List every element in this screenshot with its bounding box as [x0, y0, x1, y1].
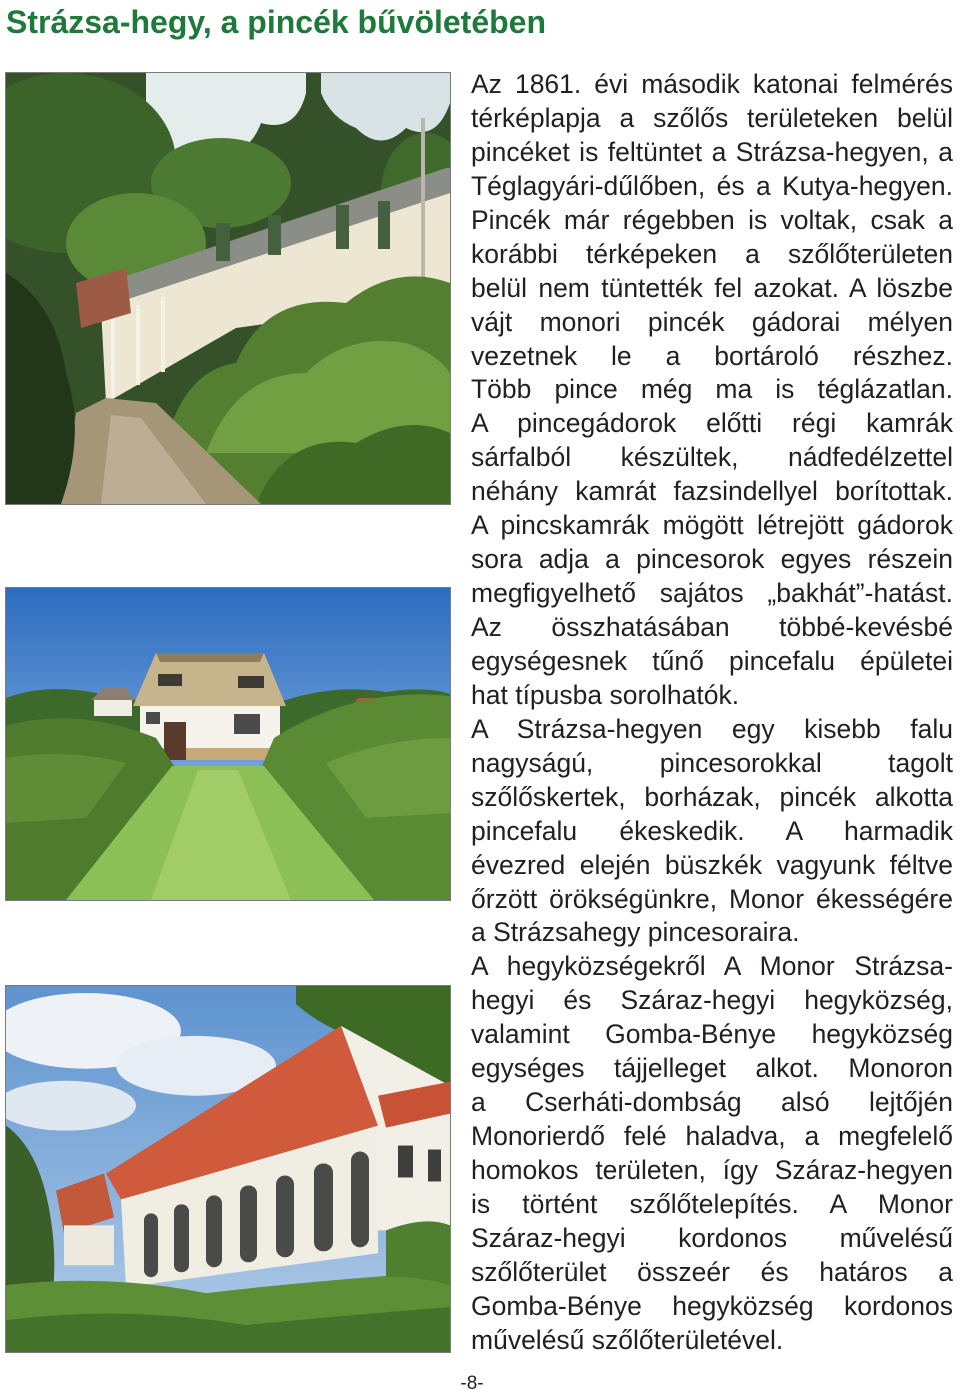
- photo-cellar-row-path-image: [6, 73, 450, 504]
- text-line: korábbi térképeken a szőlőterületen: [471, 238, 953, 269]
- text-line: A hegyközségekről A Monor Strázsa-: [471, 951, 953, 982]
- page-title: Strázsa-hegy, a pincék bűvöletében: [6, 4, 547, 40]
- photo-cellar-row-path: [5, 72, 451, 505]
- text-line: Téglagyári-dűlőben, és a Kutya-hegyen.: [471, 170, 953, 201]
- text-line: vezetnek le a bortároló részhez.: [471, 340, 953, 371]
- text-line: Több pince még ma is téglázatlan.: [471, 374, 953, 405]
- text-line: homokos területen, így Száraz-hegyen: [471, 1155, 953, 1185]
- text-line: valamint Gomba-Bénye hegyközség: [471, 1019, 953, 1050]
- article-text: [471, 68, 953, 1358]
- text-line: Gomba-Bénye hegyközség kordonos: [471, 1290, 953, 1321]
- text-line: művelésű szőlőterületével.: [471, 1324, 784, 1355]
- page-number: -8-: [460, 1373, 484, 1394]
- text-line: A Strázsa-hegyen egy kisebb falu: [471, 713, 953, 744]
- text-line: évezred elején büszkék vagyunk féltve: [471, 849, 953, 880]
- text-line: egységes tájjelleget alkot. Monoron: [471, 1053, 953, 1084]
- text-line: belül nem tüntették fel azokat. A löszbe: [471, 272, 953, 303]
- text-line: térképlapja a szőlős területeken belül: [471, 102, 953, 133]
- photo-thatched-house-vineyard: [5, 587, 451, 901]
- text-line: szőlőterület összeér és határos a: [471, 1256, 953, 1287]
- text-line: néhány kamrát fazsindellyel borítottak.: [471, 476, 953, 507]
- text-line: vájt monori pincék gádorai mélyen: [471, 306, 953, 337]
- text-line: Monorierdő felé haladva, a megfelelő: [471, 1121, 953, 1152]
- text-line: sora adja a pincesorok egyes részein: [471, 544, 953, 575]
- text-line: sárfalból készültek, nádfedélzettel: [471, 442, 953, 473]
- text-line: A pincskamrák mögött létrejött gádorok: [471, 510, 953, 541]
- photo-arcaded-press-house: [5, 985, 451, 1353]
- text-line: is történt szőlőtelepítés. A Monor: [471, 1188, 953, 1219]
- text-line: egységesnek tűnő pincefalu épületei: [471, 645, 953, 676]
- photo-thatched-house-vineyard-image: [6, 588, 450, 900]
- text-line: A pincegádorok előtti régi kamrák: [471, 408, 953, 439]
- text-line: a Strázsahegy pincesoraira.: [471, 917, 800, 948]
- text-line: Pincék már régebben is voltak, csak a: [471, 204, 953, 235]
- text-line: Az összhatásában többé-kevésbé: [471, 612, 953, 642]
- text-line: őrzött örökségünkre, Monor ékességére: [471, 883, 953, 914]
- text-line: Száraz-hegyi kordonos művelésű: [471, 1222, 953, 1253]
- text-line: Az 1861. évi második katonai felmérés: [471, 69, 953, 99]
- text-line: pincéket is feltüntet a Strázsa-hegyen, a: [471, 136, 953, 167]
- text-line: a Cserháti-dombság alsó lejtőjén: [471, 1087, 953, 1118]
- text-line: hat típusba sorolhatók.: [471, 679, 740, 710]
- text-line: szőlőskertek, borházak, pincék alkotta: [471, 781, 953, 812]
- text-line: hegyi és Száraz-hegyi hegyközség,: [471, 985, 953, 1016]
- photo-arcaded-press-house-image: [6, 986, 450, 1352]
- text-line: pincefalu ékeskedik. A harmadik: [471, 815, 953, 846]
- text-line: megfigyelhető sajátos „bakhát”-hatást.: [471, 578, 953, 609]
- text-line: nagyságú, pincesorokkal tagolt: [471, 747, 953, 778]
